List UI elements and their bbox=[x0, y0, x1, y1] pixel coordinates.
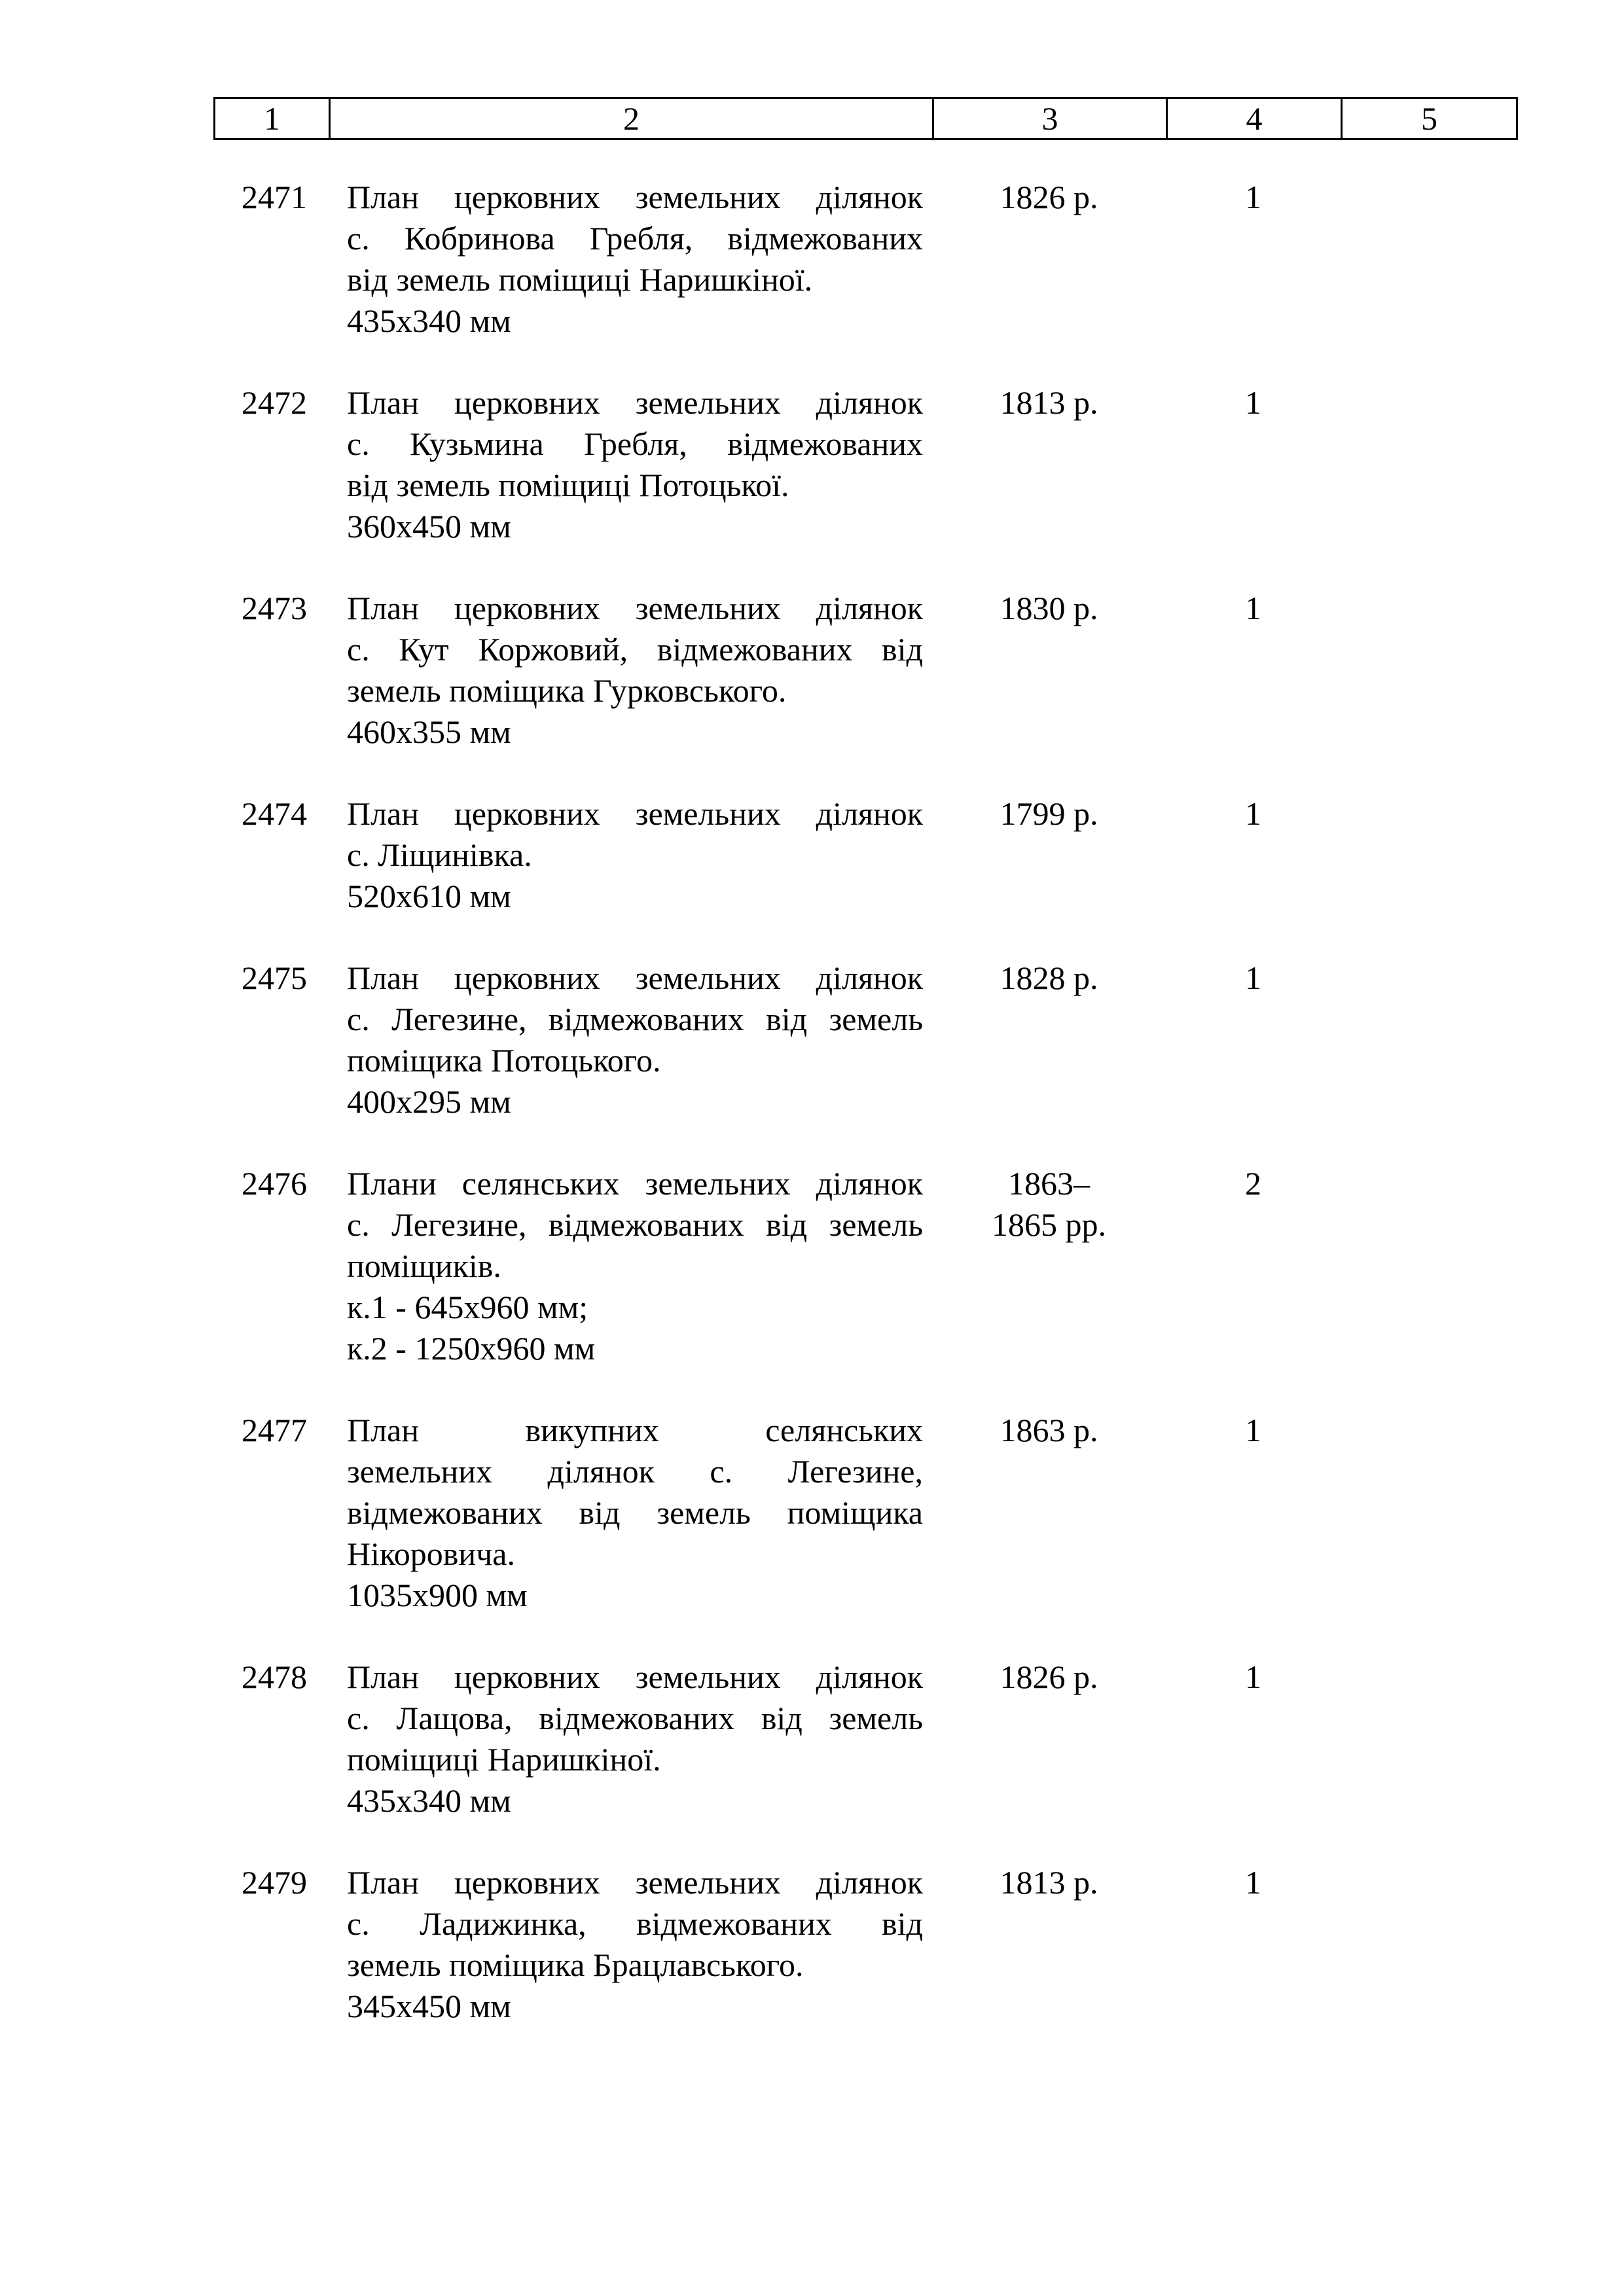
entry-sheet-count: 1 bbox=[1245, 1864, 1261, 1901]
entry-description bbox=[347, 1862, 923, 2027]
entry-description bbox=[347, 177, 923, 342]
entry-description-line: к.1 - 645x960 мм; bbox=[347, 1289, 588, 1325]
entry-description-line: План викупних селянських bbox=[347, 1412, 923, 1448]
entry-date bbox=[932, 958, 1166, 999]
entry-description-line: с. Кобринова Гребля, відмежованих bbox=[347, 220, 923, 257]
entry-description-line: земельних ділянок с. Легезине, bbox=[347, 1453, 923, 1490]
entry-date-line: 1865 рр. bbox=[992, 1206, 1106, 1243]
entry-dimensions: 520x610 мм bbox=[347, 878, 511, 914]
entry-number: 2472 bbox=[242, 384, 307, 421]
entry-date-line: 1863– bbox=[1008, 1165, 1090, 1202]
entry-dimensions: 360x450 мм bbox=[347, 508, 511, 545]
entry-description bbox=[347, 793, 923, 917]
entry-description bbox=[347, 1657, 923, 1821]
entry-sheet-count: 1 bbox=[1245, 179, 1261, 215]
entry-number: 2479 bbox=[242, 1864, 307, 1901]
entry-number: 2474 bbox=[242, 795, 307, 832]
column-header-4: 4 bbox=[1167, 98, 1342, 139]
entry-date-line: 1799 р. bbox=[1000, 795, 1098, 832]
entry-description-line: поміщика Потоцького. bbox=[347, 1042, 661, 1079]
entry-sheet-count: 1 bbox=[1245, 1412, 1261, 1448]
entry-description-line: План церковних земельних ділянок bbox=[347, 384, 923, 421]
catalog-entry bbox=[213, 588, 1516, 753]
entry-number: 2476 bbox=[242, 1165, 307, 1202]
entry-description-line: від земель поміщиці Потоцької. bbox=[347, 467, 789, 503]
catalog-entry bbox=[213, 958, 1516, 1122]
entry-description-line: с. Кут Коржовий, відмежованих від bbox=[347, 631, 923, 668]
catalog-entry bbox=[213, 1410, 1516, 1616]
column-header-row bbox=[215, 98, 1517, 139]
entry-sheet-count: 1 bbox=[1245, 590, 1261, 626]
entry-date-line: 1863 р. bbox=[1000, 1412, 1098, 1448]
entry-description-line: План церковних земельних ділянок bbox=[347, 179, 923, 215]
column-header-2: 2 bbox=[330, 98, 933, 139]
entry-date bbox=[932, 1657, 1166, 1698]
entry-date bbox=[932, 793, 1166, 834]
entry-description-line: с. Ліщинівка. bbox=[347, 836, 532, 873]
catalog-entry bbox=[213, 1657, 1516, 1821]
entry-dimensions: 400x295 мм bbox=[347, 1083, 511, 1120]
entry-sheet-count: 1 bbox=[1245, 384, 1261, 421]
entry-number: 2473 bbox=[242, 590, 307, 626]
entry-date bbox=[932, 382, 1166, 423]
entry-description-line: с. Легезине, відмежованих від земель bbox=[347, 1001, 923, 1037]
entry-dimensions: к.2 - 1250x960 мм bbox=[347, 1330, 596, 1367]
entry-description-line: Нікоровича. bbox=[347, 1535, 515, 1572]
entry-description-line: с. Кузьмина Гребля, відмежованих bbox=[347, 425, 923, 462]
entry-date-line: 1830 р. bbox=[1000, 590, 1098, 626]
entry-description-line: Плани селянських земельних ділянок bbox=[347, 1165, 923, 1202]
column-header-3: 3 bbox=[933, 98, 1167, 139]
catalog-entry bbox=[213, 1862, 1516, 2027]
catalog-entry bbox=[213, 382, 1516, 547]
column-header-5: 5 bbox=[1342, 98, 1517, 139]
entry-description bbox=[347, 958, 923, 1122]
entry-description-line: с. Легезине, відмежованих від земель bbox=[347, 1206, 923, 1243]
entry-description bbox=[347, 382, 923, 547]
entry-date-line: 1813 р. bbox=[1000, 384, 1098, 421]
catalog-entry bbox=[213, 1163, 1516, 1369]
entry-description-line: земель поміщика Брацлавського. bbox=[347, 1946, 804, 1983]
entry-description-line: План церковних земельних ділянок bbox=[347, 1659, 923, 1695]
entry-description-line: План церковних земельних ділянок bbox=[347, 795, 923, 832]
entry-sheet-count: 1 bbox=[1245, 1659, 1261, 1695]
entry-date bbox=[932, 588, 1166, 629]
entry-dimensions: 460x355 мм bbox=[347, 713, 511, 750]
column-header-1: 1 bbox=[215, 98, 330, 139]
entry-description-line: с. Ладижинка, відмежованих від bbox=[347, 1905, 923, 1942]
entry-number: 2471 bbox=[242, 179, 307, 215]
entry-description-line: поміщиці Наришкіної. bbox=[347, 1741, 661, 1778]
entry-date bbox=[932, 1862, 1166, 1903]
entry-date-line: 1828 р. bbox=[1000, 960, 1098, 996]
entry-dimensions: 435x340 мм bbox=[347, 302, 511, 339]
entry-sheet-count: 2 bbox=[1245, 1165, 1261, 1202]
entry-description-line: План церковних земельних ділянок bbox=[347, 590, 923, 626]
entry-number: 2475 bbox=[242, 960, 307, 996]
entry-date-line: 1813 р. bbox=[1000, 1864, 1098, 1901]
entry-dimensions: 435x340 мм bbox=[347, 1782, 511, 1819]
entry-date bbox=[932, 1163, 1166, 1246]
entry-number: 2477 bbox=[242, 1412, 307, 1448]
entry-dimensions: 345x450 мм bbox=[347, 1988, 511, 2024]
entry-number: 2478 bbox=[242, 1659, 307, 1695]
entry-description-line: земель поміщика Гурковського. bbox=[347, 672, 787, 709]
catalog-entry bbox=[213, 793, 1516, 917]
entry-description bbox=[347, 588, 923, 753]
entry-date-line: 1826 р. bbox=[1000, 1659, 1098, 1695]
entry-date-line: 1826 р. bbox=[1000, 179, 1098, 215]
entry-description bbox=[347, 1163, 923, 1369]
entry-description-line: відмежованих від земель поміщика bbox=[347, 1494, 923, 1531]
entry-description-line: від земель поміщиці Наришкіної. bbox=[347, 261, 813, 298]
entry-date bbox=[932, 177, 1166, 218]
entry-sheet-count: 1 bbox=[1245, 960, 1261, 996]
column-header-table bbox=[213, 97, 1518, 140]
entry-sheet-count: 1 bbox=[1245, 795, 1261, 832]
catalog-entry bbox=[213, 177, 1516, 342]
entry-dimensions: 1035x900 мм bbox=[347, 1577, 528, 1613]
entry-description-line: с. Лащова, відмежованих від земель bbox=[347, 1700, 923, 1736]
entry-description bbox=[347, 1410, 923, 1616]
catalog-entries bbox=[213, 177, 1516, 2027]
entry-date bbox=[932, 1410, 1166, 1451]
entry-description-line: поміщиків. bbox=[347, 1247, 501, 1284]
entry-description-line: План церковних земельних ділянок bbox=[347, 1864, 923, 1901]
entry-description-line: План церковних земельних ділянок bbox=[347, 960, 923, 996]
